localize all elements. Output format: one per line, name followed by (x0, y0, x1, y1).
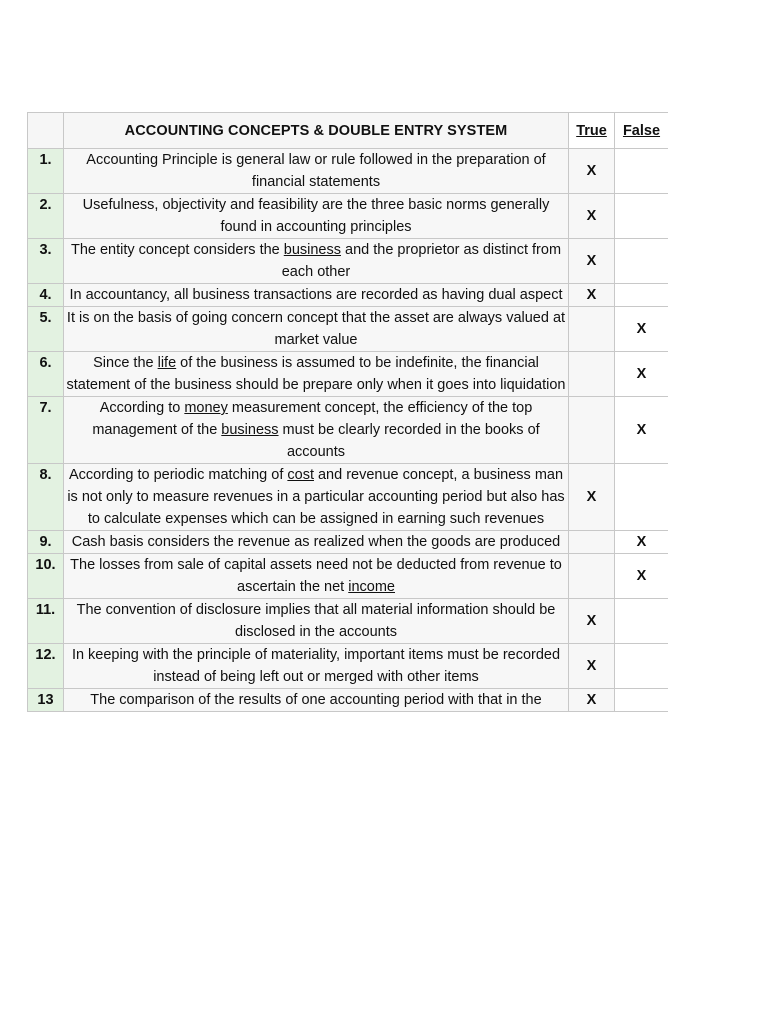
table-row (28, 307, 669, 352)
true-cell (569, 531, 615, 554)
table-row (28, 239, 669, 284)
question-number: 11. (28, 599, 64, 644)
false-cell (615, 464, 669, 531)
table-header-row (28, 113, 669, 149)
number-column-header (28, 113, 64, 149)
true-column-header: True (569, 113, 615, 149)
question-number: 12. (28, 644, 64, 689)
false-cell (615, 149, 669, 194)
table-row (28, 531, 669, 554)
false-column-header: False (615, 113, 669, 149)
false-cell: X (615, 531, 669, 554)
true-cell (569, 554, 615, 599)
table-row (28, 554, 669, 599)
table-row (28, 464, 669, 531)
true-cell: X (569, 284, 615, 307)
question-text (64, 397, 569, 464)
question-number: 7. (28, 397, 64, 464)
true-cell: X (569, 149, 615, 194)
underlined-term: business (221, 422, 279, 438)
table-row (28, 284, 669, 307)
question-text-segment: The losses from sale of capital assets need not be deducted from revenue to ascertain the net (70, 557, 562, 595)
table-row (28, 397, 669, 464)
question-text-segment: According to periodic matching of (68, 467, 288, 483)
true-cell: X (569, 644, 615, 689)
underlined-term: income (348, 579, 395, 595)
underlined-term: money (184, 400, 228, 416)
question-text-segment: Usefulness, objectivity and feasibility are the three basic norms generally found in accounting principles (82, 197, 550, 235)
false-cell (615, 689, 669, 712)
true-cell (569, 397, 615, 464)
question-text (64, 239, 569, 284)
question-text-segment: The comparison of the results of one accounting period with that in the (90, 692, 542, 708)
question-text-segment: Since the (93, 355, 158, 371)
question-number: 4. (28, 284, 64, 307)
false-cell (615, 599, 669, 644)
question-number: 6. (28, 352, 64, 397)
question-text (64, 149, 569, 194)
underlined-term: business (283, 242, 341, 258)
table-body (28, 149, 669, 712)
true-cell: X (569, 464, 615, 531)
table-title-header: ACCOUNTING CONCEPTS & DOUBLE ENTRY SYSTEM (64, 113, 569, 149)
underlined-term: cost (287, 467, 314, 483)
question-text-segment: and the proprietor as distinct from each other (281, 242, 562, 280)
false-cell: X (615, 307, 669, 352)
false-cell (615, 644, 669, 689)
true-cell: X (569, 689, 615, 712)
table-row (28, 352, 669, 397)
false-cell: X (615, 352, 669, 397)
question-text (64, 689, 569, 712)
question-text (64, 194, 569, 239)
question-text-segment: must be clearly recorded in the books of accounts (278, 422, 540, 460)
question-number: 13 (28, 689, 64, 712)
true-cell: X (569, 239, 615, 284)
question-text (64, 554, 569, 599)
question-text (64, 644, 569, 689)
table-row (28, 689, 669, 712)
false-cell: X (615, 397, 669, 464)
question-number: 3. (28, 239, 64, 284)
question-text-segment: of the business is assumed to be indefinite, the financial statement of the business should be prepare only when it goes into liquidation (66, 355, 566, 393)
question-text-segment: Cash basis considers the revenue as realized when the goods are produced (71, 534, 561, 550)
question-number: 9. (28, 531, 64, 554)
false-cell (615, 194, 669, 239)
question-text-segment: and revenue concept, a business man is not only to measure revenues in a particular accounting period but also has to calculate expenses which can be assigned in earning such revenues (67, 467, 565, 527)
table-row (28, 149, 669, 194)
table-row (28, 644, 669, 689)
quiz-sheet (27, 112, 668, 966)
table-row (28, 194, 669, 239)
question-text (64, 352, 569, 397)
question-text-segment: In keeping with the principle of materiality, important items must be recorded instead of being left out or merged with other items (71, 647, 561, 685)
true-cell: X (569, 194, 615, 239)
false-cell: X (615, 554, 669, 599)
question-text-segment: measurement concept, the efficiency of the top management of the (92, 400, 533, 438)
question-text (64, 307, 569, 352)
question-number: 5. (28, 307, 64, 352)
question-text-segment: The convention of disclosure implies that all material information should be disclosed in the accounts (76, 602, 556, 640)
question-text-segment: Accounting Principle is general law or rule followed in the preparation of financial statements (86, 152, 546, 190)
question-number: 1. (28, 149, 64, 194)
true-cell: X (569, 599, 615, 644)
false-cell (615, 239, 669, 284)
false-cell (615, 284, 669, 307)
question-number: 10. (28, 554, 64, 599)
question-text-segment: According to (99, 400, 185, 416)
question-text (64, 284, 569, 307)
question-text (64, 464, 569, 531)
question-text (64, 531, 569, 554)
true-cell (569, 352, 615, 397)
question-text-segment: It is on the basis of going concern concept that the asset are always valued at market value (66, 310, 566, 348)
question-number: 8. (28, 464, 64, 531)
question-text-segment: The entity concept considers the (70, 242, 284, 258)
question-number: 2. (28, 194, 64, 239)
question-text-segment: In accountancy, all business transactions are recorded as having dual aspect (69, 287, 563, 303)
underlined-term: life (157, 355, 177, 371)
table-row (28, 599, 669, 644)
true-false-table (27, 112, 668, 712)
question-text (64, 599, 569, 644)
true-cell (569, 307, 615, 352)
